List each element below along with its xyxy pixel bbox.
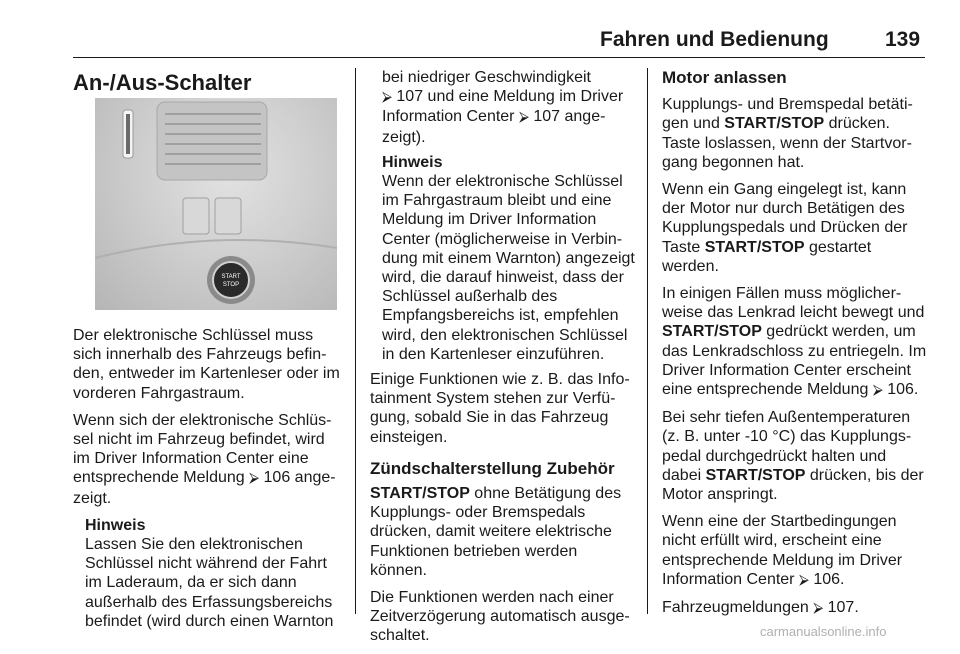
page-reference-arrow-icon: ⮚: [798, 571, 809, 588]
col3-paragraph-4: Bei sehr tiefen Außentemperaturen (z. B. unter -10 °C) das Kupplungspedal durchgedrückt halten und dabei START/STOP drücken, bis der Motor anspringt.: [662, 409, 924, 504]
header-title: Fahren und Bedienung: [600, 28, 829, 51]
subsection-title-accessory: Zündschalterstellung Zubehör: [370, 458, 615, 478]
page-reference-arrow-icon: ⮚: [382, 89, 392, 106]
page-reference-arrow-icon: ⮚: [872, 382, 883, 399]
page-reference-arrow-icon: ⮚: [249, 470, 260, 487]
col3-paragraph-5: Wenn eine der Startbedingungen nicht erfüllt wird, erscheint eine entsprechende Meldung im Driver Information Center ⮚ 106.: [662, 513, 903, 588]
dashboard-illustration: [95, 98, 337, 310]
col3-paragraph-1: Kupplungs- und Bremspedal betätigen und START/STOP drücken. Taste loslassen, wenn der Startvorgang begonnen hat.: [662, 96, 913, 171]
page-reference-arrow-icon: ⮚: [813, 600, 824, 617]
column-divider-1: [355, 68, 356, 614]
start-stop-photo: [95, 98, 337, 310]
svg-text:STOP: STOP: [222, 282, 240, 288]
column-divider-2: [647, 68, 648, 614]
note-text: Wenn der elektronische Schlüssel im Fahrgastraum bleibt und eine Meldung im Driver Information Center (möglicherweise in Verbindung mit einem Warnton) angezeigt wird, die darauf hinweist, dass der Schlüssel außerhalb des Empfangsbereichs ist, empfehlen wird, den elektronischen Schlüssel in den Kartenleser einzuführen.: [382, 173, 635, 363]
section-title: An-/Aus-Schalter: [73, 70, 252, 95]
page-reference-arrow-icon: ⮚: [518, 109, 529, 126]
column-1: [73, 326, 345, 631]
col3-paragraph-6: Fahrzeugmeldungen ⮚ 107.: [662, 599, 859, 617]
note-text: Lassen Sie den elektronischen Schlüssel nicht während der Fahrt im Laderaum, da er sich dann außerhalb des Erfassungsbereichs befindet (wird durch einen Warnton: [85, 536, 334, 630]
col1-note: [85, 516, 345, 631]
watermark: carmanualsonline.info: [760, 624, 887, 639]
column-3: [662, 68, 928, 626]
col2-note-continued: bei niedriger Geschwindigkeit ⮚ 107 und eine Meldung im Driver Information Center ⮚ 107 angezeigt). Hinweis Wenn der elektronische Schlüssel im Fahrgastraum bleibt und eine Meldung im Driver Information Center (möglicherweise in Verbindung mit einem Warnton) angezeigt wird, die darauf hinweist, dass der Schlüssel außerhalb des Empfangsbereichs ist, empfehlen wird, den elektronischen Schlüssel in den Kartenleser einzuführen.: [382, 69, 635, 363]
note-heading: Hinweis: [382, 153, 443, 171]
col2-paragraph-3: Die Funktionen werden nach einer Zeitverzögerung automatisch ausgeschaltet.: [370, 589, 630, 645]
subsection-title-engine-start: Motor anlassen: [662, 68, 787, 87]
start-button-label: START: [221, 274, 241, 280]
col1-paragraph-2: Wenn sich der elektronische Schlüssel nicht im Fahrzeug befindet, wird im Driver Information Center eine entsprechende Meldung ⮚ 106 angezeigt.: [73, 411, 336, 507]
page-number: 139: [885, 28, 921, 51]
col3-paragraph-2: Wenn ein Gang eingelegt ist, kann der Motor nur durch Betätigen des Kupplungspedals und Drücken der Taste START/STOP gestartet werden.: [662, 181, 908, 275]
note-heading: Hinweis: [85, 516, 146, 534]
header-rule: [73, 57, 925, 58]
column-2: [370, 68, 636, 654]
col2-paragraph-1: Einige Funktionen wie z. B. das Infotainment System stehen zur Verfügung, sobald Sie in das Fahrzeug einsteigen.: [370, 371, 630, 446]
col2-paragraph-2: START/STOP ohne Betätigung des Kupplungs- oder Bremspedals drücken, damit weitere elektrische Funktionen betrieben werden können.: [370, 485, 622, 579]
col1-paragraph-1: Der elektronische Schlüssel muss sich innerhalb des Fahrzeugs befinden, entweder im Kartenleser oder im vorderen Fahrgastraum.: [73, 327, 340, 402]
col3-paragraph-3: In einigen Fällen muss möglicherweise das Lenkrad leicht bewegt und START/STOP gedrückt werden, um das Lenkradschloss zu entriegeln. Im Driver Information Center erscheint eine entsprechende Meldung ⮚ 106.: [662, 285, 927, 399]
